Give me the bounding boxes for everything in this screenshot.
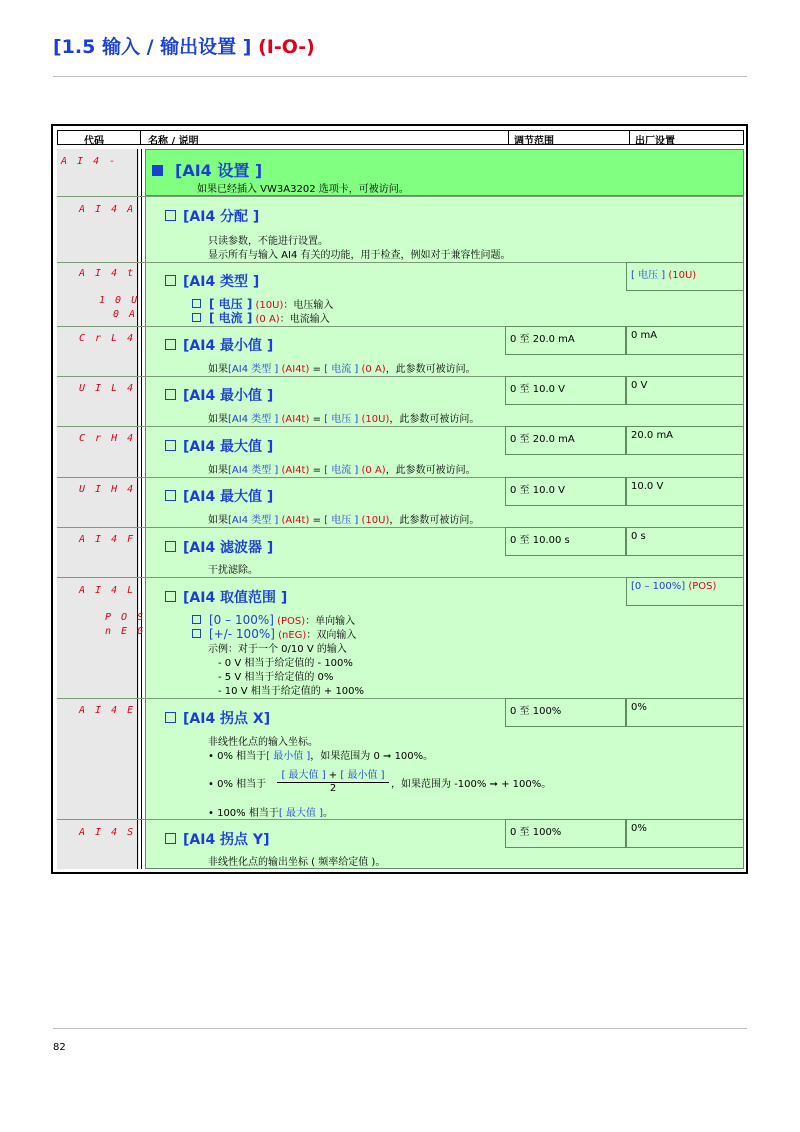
column-divider bbox=[137, 149, 138, 869]
code-ai4e: A I 4 E bbox=[79, 705, 136, 716]
parameter-table bbox=[51, 124, 748, 874]
checkbox-bullet-icon bbox=[165, 339, 176, 350]
param-title-uil4: [AI4 最小值 ] bbox=[165, 385, 273, 405]
factory-ai4s: 0% bbox=[626, 819, 744, 848]
factory-ai4l: [0 – 100%] (POS) bbox=[626, 577, 744, 606]
ai4s-desc: 非线性化点的输出坐标 ( 频率给定值 )。 bbox=[208, 857, 386, 868]
ai4l-example-2: - 5 V 相当于给定值的 0% bbox=[218, 672, 334, 683]
option-neg: [+/- 100%] (nEG)：双向输入 bbox=[192, 626, 356, 641]
checkbox-bullet-icon bbox=[165, 541, 176, 552]
checkbox-bullet-icon bbox=[165, 591, 176, 602]
page-title bbox=[53, 32, 315, 59]
param-title-ai4f: [AI4 滤波器 ] bbox=[165, 537, 273, 557]
uil4-condition: 如果[AI4 类型 ] (AI4t) = [ 电压 ] (10U)，此参数可被访问。 bbox=[208, 414, 480, 425]
param-title-ai4l: [AI4 取值范围 ] bbox=[165, 587, 287, 607]
header-factory: 出厂设置 bbox=[635, 136, 675, 147]
option-current: [ 电流 ] (0 A)：电流输入 bbox=[192, 309, 330, 326]
code-ai4-group: A I 4 - bbox=[61, 156, 118, 167]
param-title-crl4: [AI4 最小值 ] bbox=[165, 335, 273, 355]
code-ai4f: A I 4 F bbox=[79, 534, 136, 545]
checkbox-icon bbox=[192, 313, 201, 322]
param-title-ai4e: [AI4 拐点 X] bbox=[165, 708, 270, 728]
factory-ai4t: [ 电压 ] (10U) bbox=[626, 262, 744, 291]
code-pos: P O S bbox=[105, 612, 146, 623]
param-title-ai4a: [AI4 分配 ] bbox=[165, 206, 259, 226]
crh4-condition: 如果[AI4 类型 ] (AI4t) = [ 电流 ] (0 A)，此参数可被访问。 bbox=[208, 465, 476, 476]
option-pos: [0 – 100%] (POS)：单向输入 bbox=[192, 612, 355, 627]
page-title-code: (I-O-) bbox=[258, 36, 315, 58]
crl4-condition: 如果[AI4 类型 ] (AI4t) = [ 电流 ] (0 A)，此参数可被访问。 bbox=[208, 364, 476, 375]
range-ai4s: 0 至 100% bbox=[505, 819, 626, 848]
header-range: 调节范围 bbox=[514, 136, 554, 147]
range-ai4e: 0 至 100% bbox=[505, 698, 626, 727]
code-ai4a: A I 4 A bbox=[79, 204, 136, 215]
page-number: 82 bbox=[53, 1042, 66, 1053]
ai4e-bullet-2-pre: • 0% 相当于 bbox=[208, 779, 267, 790]
group-desc: 如果已经插入 VW3A3202 选项卡，可被访问。 bbox=[197, 184, 409, 195]
range-crh4: 0 至 20.0 mA bbox=[505, 426, 626, 455]
code-uih4: U I H 4 bbox=[79, 484, 136, 495]
code-neg: n E G bbox=[105, 626, 146, 637]
checkbox-bullet-icon bbox=[165, 210, 176, 221]
code-10u: 1 0 U bbox=[99, 295, 140, 306]
ai4l-example-title: 示例：对于一个 0/10 V 的输入 bbox=[208, 644, 347, 655]
param-title-ai4t: [AI4 类型 ] bbox=[165, 271, 259, 291]
table-header bbox=[57, 130, 744, 145]
code-0a: 0 A bbox=[113, 309, 138, 320]
factory-crh4: 20.0 mA bbox=[626, 426, 744, 455]
code-crl4: C r L 4 bbox=[79, 333, 136, 344]
option-voltage: [ 电压 ] (10U)：电压输入 bbox=[192, 295, 333, 312]
factory-uih4: 10.0 V bbox=[626, 477, 744, 506]
group-title: [AI4 设置 ] bbox=[152, 158, 262, 181]
header-code: 代码 bbox=[84, 136, 104, 147]
ai4f-desc: 干扰滤除。 bbox=[208, 565, 258, 576]
square-bullet-icon bbox=[152, 165, 163, 176]
range-uih4: 0 至 10.0 V bbox=[505, 477, 626, 506]
checkbox-bullet-icon bbox=[165, 490, 176, 501]
ai4e-bullet-2-post: ，如果范围为 -100% ➞ + 100%。 bbox=[391, 779, 552, 790]
uih4-condition: 如果[AI4 类型 ] (AI4t) = [ 电压 ] (10U)，此参数可被访问。 bbox=[208, 515, 480, 526]
checkbox-bullet-icon bbox=[165, 440, 176, 451]
header-name: 名称 / 说明 bbox=[148, 136, 199, 147]
range-ai4f: 0 至 10.00 s bbox=[505, 527, 626, 556]
column-divider bbox=[141, 149, 142, 869]
code-ai4l: A I 4 L bbox=[79, 585, 136, 596]
ai4a-desc-1: 只读参数，不能进行设置。 bbox=[208, 236, 328, 247]
checkbox-icon bbox=[192, 629, 201, 638]
code-ai4t: A I 4 t bbox=[79, 268, 136, 279]
range-uil4: 0 至 10.0 V bbox=[505, 376, 626, 405]
ai4l-example-1: - 0 V 相当于给定值的 - 100% bbox=[218, 658, 353, 669]
factory-ai4e: 0% bbox=[626, 698, 744, 727]
param-title-uih4: [AI4 最大值 ] bbox=[165, 486, 273, 506]
code-crh4: C r H 4 bbox=[79, 433, 136, 444]
ai4l-example-3: - 10 V 相当于给定值的 + 100% bbox=[218, 686, 365, 697]
code-ai4s: A I 4 S bbox=[79, 827, 136, 838]
ai4e-formula: [ 最大值 ] + [ 最小值 ] 2 bbox=[277, 766, 389, 794]
ai4e-bullet-3: • 100% 相当于[ 最大值 ]。 bbox=[208, 808, 334, 819]
bottom-divider bbox=[53, 1028, 747, 1029]
checkbox-icon bbox=[192, 299, 201, 308]
checkbox-bullet-icon bbox=[165, 275, 176, 286]
factory-uil4: 0 V bbox=[626, 376, 744, 405]
ai4e-bullet-1: • 0% 相当于[ 最小值 ]，如果范围为 0 ➞ 100%。 bbox=[208, 751, 434, 762]
checkbox-bullet-icon bbox=[165, 389, 176, 400]
factory-crl4: 0 mA bbox=[626, 326, 744, 355]
ai4a-desc-2: 显示所有与输入 AI4 有关的功能，用于检查，例如对于兼容性问题。 bbox=[208, 250, 511, 261]
checkbox-bullet-icon bbox=[165, 833, 176, 844]
checkbox-icon bbox=[192, 615, 201, 624]
code-column bbox=[57, 149, 139, 869]
ai4e-desc: 非线性化点的输入坐标。 bbox=[208, 737, 318, 748]
checkbox-bullet-icon bbox=[165, 712, 176, 723]
factory-ai4f: 0 s bbox=[626, 527, 744, 556]
page-title-main: [1.5 输入 / 输出设置 ] bbox=[53, 36, 252, 58]
code-uil4: U I L 4 bbox=[79, 383, 136, 394]
param-title-crh4: [AI4 最大值 ] bbox=[165, 436, 273, 456]
range-crl4: 0 至 20.0 mA bbox=[505, 326, 626, 355]
param-title-ai4s: [AI4 拐点 Y] bbox=[165, 829, 269, 849]
top-divider bbox=[53, 76, 747, 77]
